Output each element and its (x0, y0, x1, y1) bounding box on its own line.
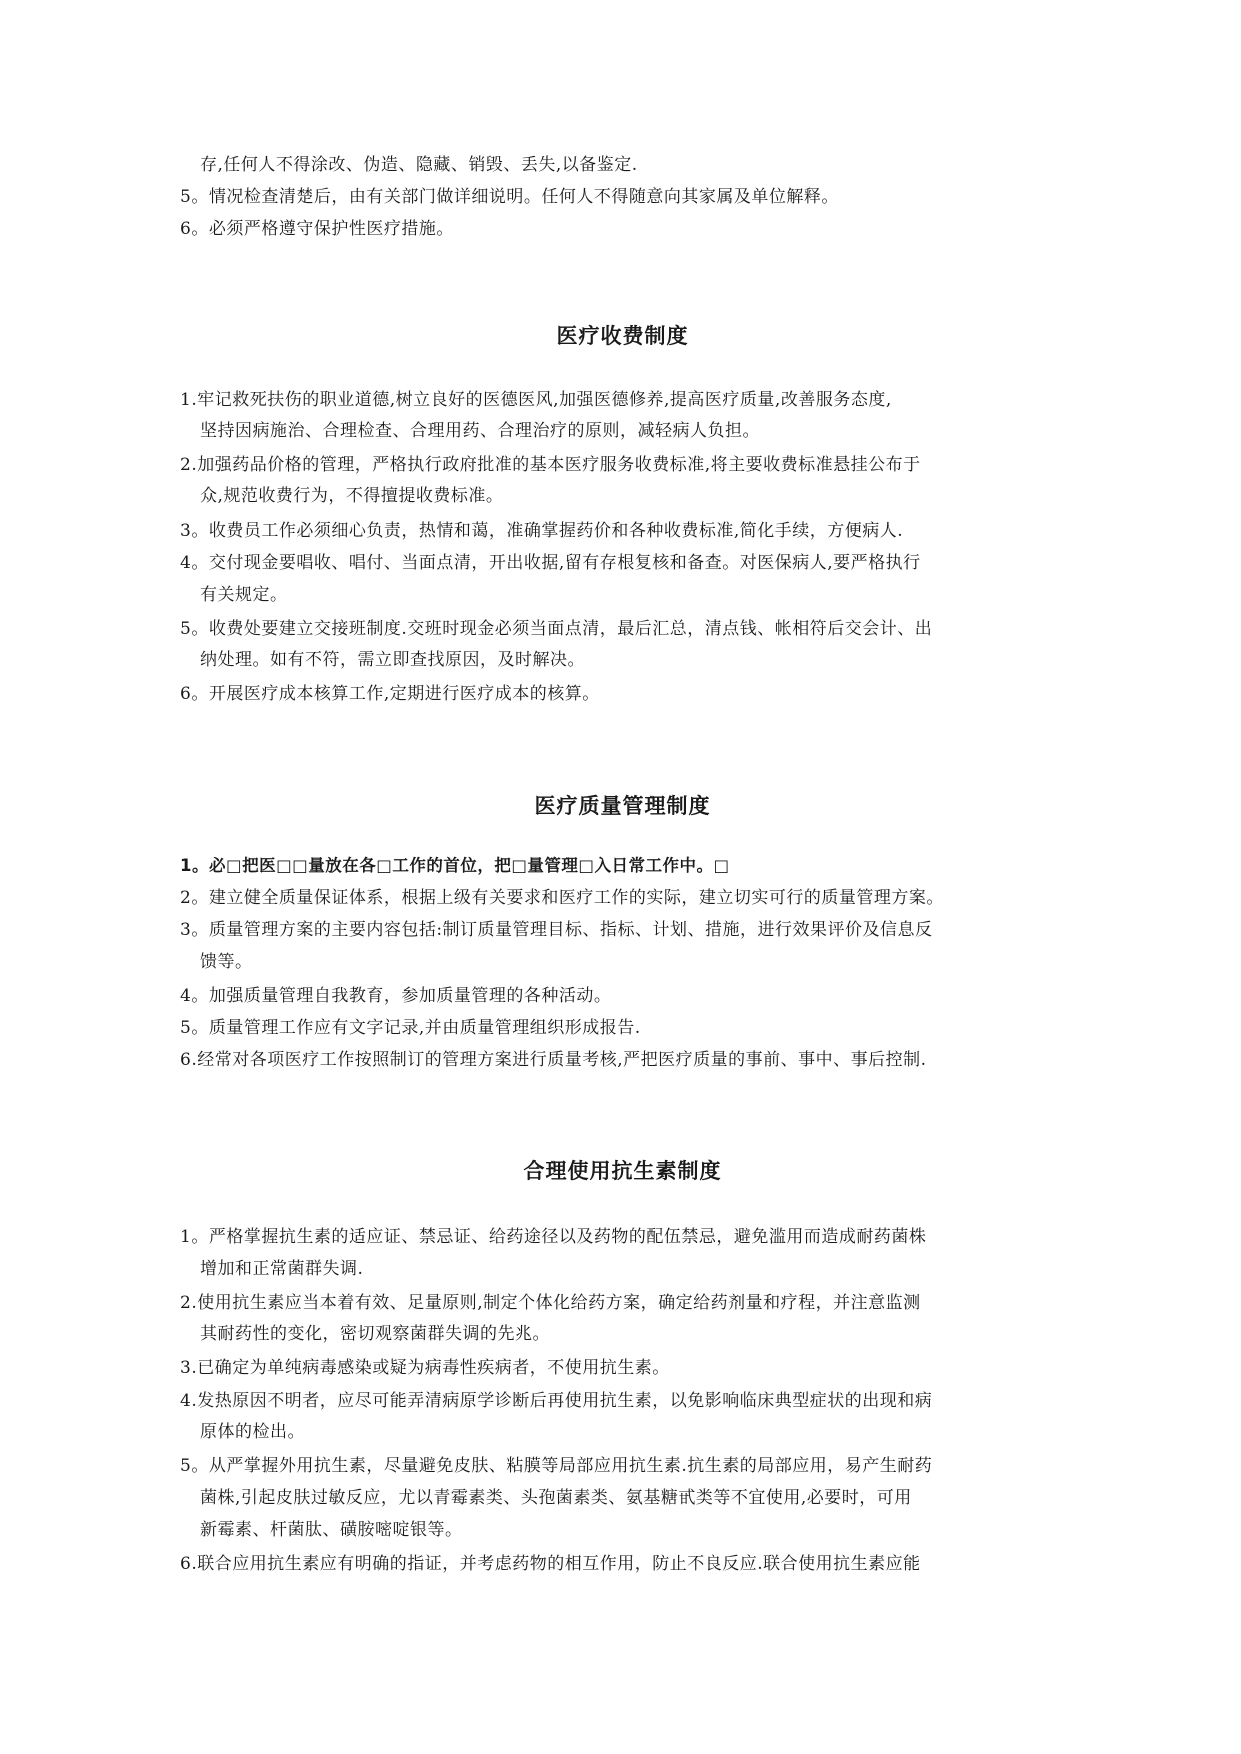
section-line: 2.加强药品价格的管理，严格执行政府批准的基本医疗服务收费标准,将主要收费标准悬挂公布于 (180, 455, 921, 475)
section-line: 坚持因病施治、合理检查、合理用药、合理治疗的原则，减轻病人负担。 (200, 421, 760, 441)
section-line: 4。交付现金要唱收、唱付、当面点清，开出收据,留有存根复核和备查。对医保病人,要严格执行 (180, 553, 921, 573)
section-title: 合理使用抗生素制度 (523, 1159, 722, 1183)
section-line: 3。收费员工作必须细心负责，热情和蔼，准确掌握药价和各种收费标准,简化手续，方便病人. (180, 521, 904, 541)
section-line: 众,规范收费行为，不得擅提收费标准。 (200, 486, 504, 506)
section-title: 医疗质量管理制度 (534, 794, 711, 818)
section-line: 菌株,引起皮肤过敏反应，尤以青霉素类、头孢菌素类、氨基糖甙类等不宜使用,必要时，可用 (200, 1488, 912, 1508)
intro-line: 5。情况检查清楚后，由有关部门做详细说明。任何人不得随意向其家属及单位解释。 (180, 187, 839, 207)
section-line: 有关规定。 (200, 585, 288, 605)
intro-line: 6。必须严格遵守保护性医疗措施。 (180, 219, 454, 239)
section-line: 6。开展医疗成本核算工作,定期进行医疗成本的核算。 (180, 684, 600, 704)
section-line: 馈等。 (200, 952, 253, 972)
section-title: 医疗收费制度 (556, 324, 689, 348)
section-line: 4.发热原因不明者，应尽可能弄清病原学诊断后再使用抗生素，以免影响临床典型症状的出现和病 (180, 1391, 933, 1411)
intro-line: 存,任何人不得涂改、伪造、隐藏、销毁、丢失,以备鉴定. (200, 155, 638, 175)
section-line: 5。从严掌握外用抗生素，尽量避免皮肤、粘膜等局部应用抗生素.抗生素的局部应用，易产生耐药 (180, 1456, 933, 1476)
section-line: 1。必□把医□□量放在各□工作的首位，把□量管理□入日常工作中。□ (180, 856, 730, 875)
section-line: 2。建立健全质量保证体系，根据上级有关要求和医疗工作的实际，建立切实可行的质量管理方案。 (180, 888, 944, 908)
section-line: 5。收费处要建立交接班制度.交班时现金必须当面点清，最后汇总，清点钱、帐相符后交会计、出 (180, 619, 933, 639)
section-line: 1。严格掌握抗生素的适应证、禁忌证、给药途径以及药物的配伍禁忌，避免滥用而造成耐药菌株 (180, 1227, 927, 1247)
section-line: 2.使用抗生素应当本着有效、足量原则,制定个体化给药方案，确定给药剂量和疗程，并注意监测 (180, 1293, 921, 1313)
section-line: 纳处理。如有不符，需立即查找原因，及时解决。 (200, 650, 585, 670)
section-line: 5。质量管理工作应有文字记录,并由质量管理组织形成报告. (180, 1018, 641, 1038)
section-line: 增加和正常菌群失调. (200, 1259, 364, 1279)
section-line: 3.已确定为单纯病毒感染或疑为病毒性疾病者，不使用抗生素。 (180, 1358, 670, 1378)
section-line: 其耐药性的变化，密切观察菌群失调的先兆。 (200, 1324, 550, 1344)
section-line: 1.牢记救死扶伤的职业道德,树立良好的医德医风,加强医德修养,提高医疗质量,改善服务态度, (180, 390, 892, 410)
section-line: 6.联合应用抗生素应有明确的指证，并考虑药物的相互作用，防止不良反应.联合使用抗生素应能 (180, 1554, 921, 1574)
section-line: 4。加强质量管理自我教育，参加质量管理的各种活动。 (180, 986, 612, 1006)
section-line: 原体的检出。 (200, 1422, 305, 1442)
section-line: 新霉素、杆菌肽、磺胺嘧啶银等。 (200, 1520, 463, 1540)
section-line: 6.经常对各项医疗工作按照制订的管理方案进行质量考核,严把医疗质量的事前、事中、事后控制. (180, 1050, 927, 1070)
section-line: 3。质量管理方案的主要内容包括:制订质量管理目标、指标、计划、措施，进行效果评价及信息反 (180, 920, 933, 940)
